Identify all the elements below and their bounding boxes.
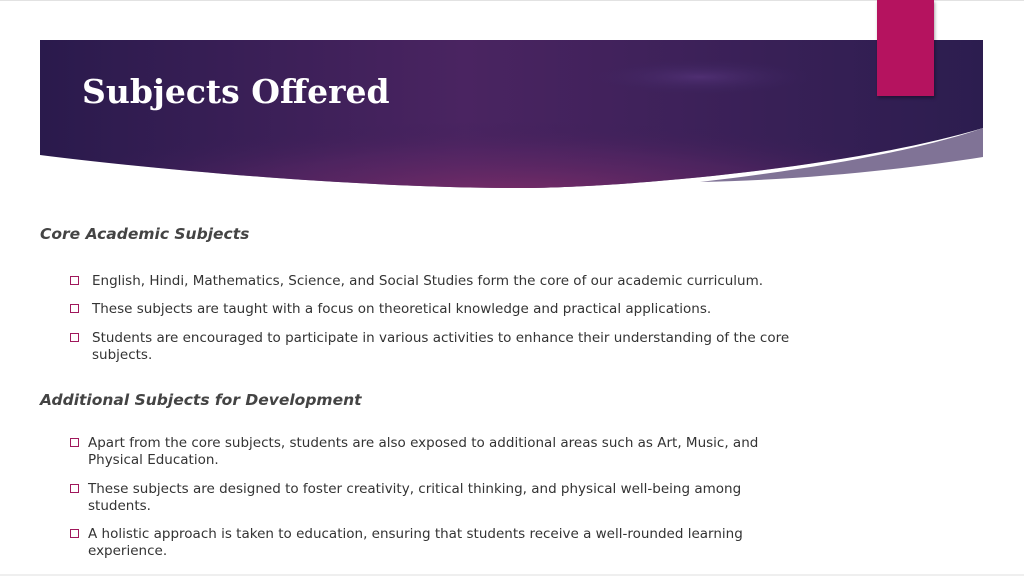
checkbox-bullet-icon [70,304,79,313]
core-bullet-3 [70,330,790,364]
bullet-text: These subjects are designed to foster creativity, critical thinking, and physical well-being among students. [88,481,742,514]
accent-tab [877,0,934,96]
bullet-text: English, Hindi, Mathematics, Science, and Social Studies form the core of our academic curriculum. [92,273,764,289]
core-bullet-2 [70,301,790,318]
additional-bullet-2 [70,481,782,515]
bullet-text: A holistic approach is taken to education, ensuring that students receive a well-rounded learning experience. [88,526,743,559]
section-heading-core: Core Academic Subjects [40,225,250,243]
checkbox-bullet-icon [70,333,79,342]
core-bullet-1 [70,273,790,290]
checkbox-bullet-icon [70,438,79,447]
checkbox-bullet-icon [70,484,79,493]
bullet-text: Students are encouraged to participate in various activities to enhance their understanding of the core subjects. [92,330,790,363]
additional-bullet-1 [70,435,782,469]
bullet-text: Apart from the core subjects, students are also exposed to additional areas such as Art, Music, and Physical Education. [88,435,759,468]
slide-title: Subjects Offered [82,72,390,111]
checkbox-bullet-icon [70,529,79,538]
checkbox-bullet-icon [70,276,79,285]
bullet-text: These subjects are taught with a focus on theoretical knowledge and practical applications. [92,301,712,317]
section-heading-additional: Additional Subjects for Development [40,391,362,409]
additional-bullet-3 [70,526,782,560]
